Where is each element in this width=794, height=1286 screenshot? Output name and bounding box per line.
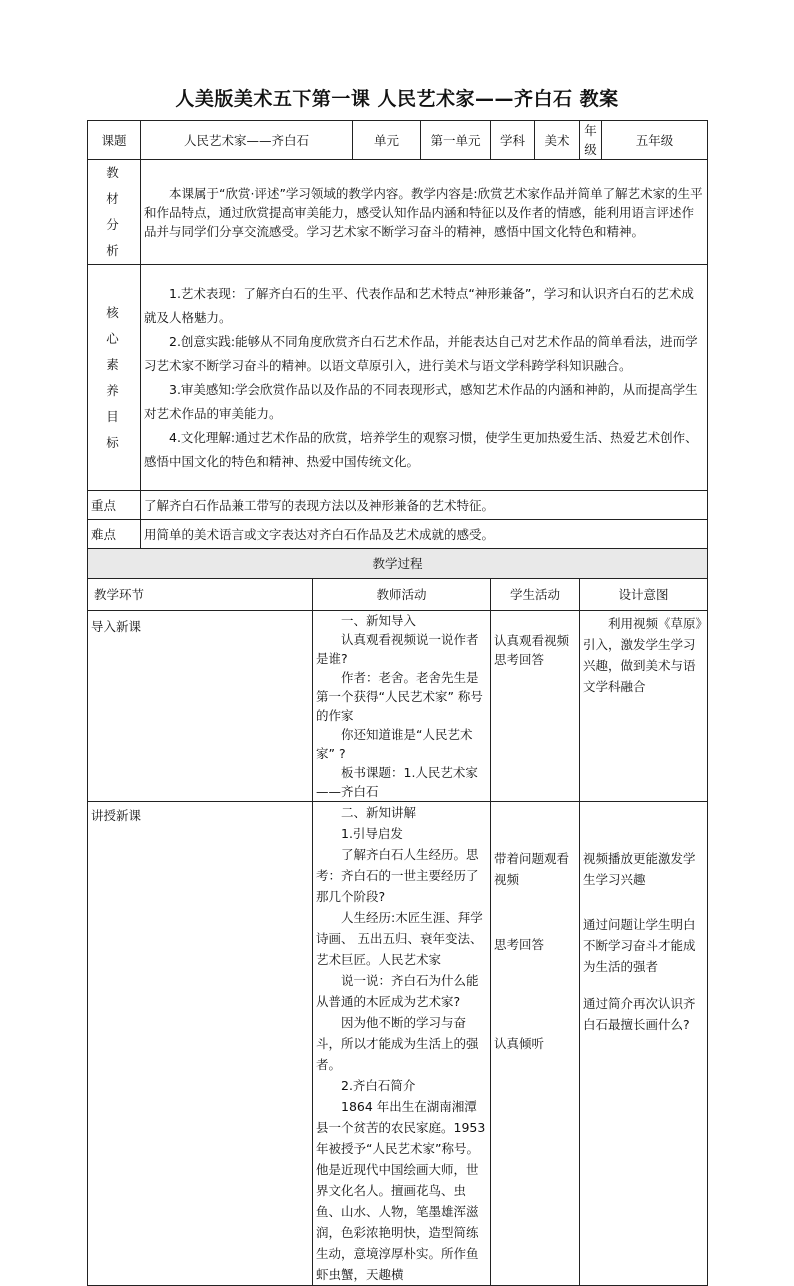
goal-item: 4.文化理解:通过艺术作品的欣赏，培养学生的观察习惯，使学生更加热爱生活、热爱艺术创作、感悟中国文化的特色和精神、热爱中国传统文化。 xyxy=(144,429,698,469)
col-intent: 设计意图 xyxy=(580,579,708,611)
col-teacher: 教师活动 xyxy=(313,579,491,611)
unit-value: 第一单元 xyxy=(421,121,491,160)
key-point-row xyxy=(88,491,708,520)
difficulty-row xyxy=(88,520,708,549)
key-point-label: 重点 xyxy=(88,491,141,520)
subject-label: 学科 xyxy=(491,121,535,160)
goal-item: 1.艺术表现：了解齐白石的生平、代表作品和艺术特点“神形兼备”，学习和认识齐白石的艺术成就及人格魅力。 xyxy=(144,285,694,325)
grade-value: 五年级 xyxy=(602,121,708,160)
analysis-text: 本课属于“欣赏·评述”学习领域的教学内容。教学内容是:欣赏艺术家作品并简单了解艺术家的生平和作品特点，通过欣赏提高审美能力，感受认知作品内涵和特征以及作者的情感，能利用语言评述作品并与同学们分享交流感受。学习艺术家不断学习奋斗的精神，感悟中国文化特色和精神。 xyxy=(141,160,708,265)
info-row xyxy=(88,121,708,160)
teach-intent: 视频播放更能激发学生学习兴趣 通过问题让学生明白不断学习奋斗才能成为生活的强者 通过简介再次认识齐白石最擅长画什么? xyxy=(580,802,708,1286)
goal-item: 2.创意实践:能够从不同角度欣赏齐白石艺术作品，并能表达自己对艺术作品的简单看法，进而学习艺术家不断学习奋斗的精神。以语文草原引入，进行美术与语文学科跨学科知识融合。 xyxy=(144,333,698,373)
subject-value: 美术 xyxy=(535,121,580,160)
grade-label: 年级 xyxy=(580,121,602,160)
teach-student: 带着问题观看视频 思考回答 认真倾听 xyxy=(491,802,580,1286)
intro-student: 认真观看视频 思考回答 xyxy=(491,611,580,802)
col-stage: 教学环节 xyxy=(88,579,313,611)
topic-value: 人民艺术家——齐白石 xyxy=(141,121,353,160)
intro-stage: 导入新课 xyxy=(88,611,313,802)
intro-row xyxy=(88,611,708,802)
intro-intent: 利用视频《草原》引入，激发学生学习兴趣，做到美术与语文学科融合 xyxy=(580,611,708,802)
teach-row xyxy=(88,802,708,1286)
teach-teacher: 二、新知讲解 1.引导启发 了解齐白石人生经历。思考：齐白石的一世主要经历了那几个阶段? 人生经历:木匠生涯、拜学诗画、 五出五归、衰年变法、艺术巨匠。人民艺术家 说一说：齐白石为什么能从普通的木匠成为艺术家? 因为他不断的学习与奋斗，所以才能成为生活上的强者。 2.齐白石简介 1864 年出生在湖南湘潭县一个贫苦的农民家庭。1953 年被授予“人民艺术家”称号。他是近现代中国绘画大师，世界文化名人。擅画花鸟、虫鱼、山水、人物，笔墨雄浑滋润，色彩浓艳明快，造型简练生动，意境淳厚朴实。所作鱼虾虫蟹，天趣横 xyxy=(313,802,491,1286)
intro-teacher: 一、新知导入 认真观看视频说一说作者是谁? 作者：老舍。老舍先生是第一个获得“人民艺术家” 称号的作家 你还知道谁是“人民艺术家” ? 板书课题：1.人民艺术家——齐白石 xyxy=(313,611,491,802)
document-title: 人美版美术五下第一课 人民艺术家——齐白石 教案 xyxy=(175,88,619,110)
process-columns-row xyxy=(88,579,708,611)
key-point-text: 了解齐白石作品兼工带写的表现方法以及神形兼备的艺术特征。 xyxy=(141,491,708,520)
unit-label: 单元 xyxy=(353,121,421,160)
goals-row xyxy=(88,265,708,491)
process-header-row xyxy=(88,549,708,579)
process-header: 教学过程 xyxy=(88,549,708,579)
difficulty-label: 难点 xyxy=(88,520,141,549)
analysis-label: 教 材 分 析 xyxy=(88,160,141,265)
lesson-plan-table xyxy=(87,120,708,1286)
goals-label: 核 心 素 养 目 标 xyxy=(88,265,141,491)
topic-label: 课题 xyxy=(88,121,141,160)
col-student: 学生活动 xyxy=(491,579,580,611)
teach-stage: 讲授新课 xyxy=(88,802,313,1286)
difficulty-text: 用简单的美术语言或文字表达对齐白石作品及艺术成就的感受。 xyxy=(141,520,708,549)
goals-list xyxy=(141,265,708,491)
goal-item: 3.审美感知:学会欣赏作品以及作品的不同表现形式，感知艺术作品的内涵和神韵，从而提高学生对艺术作品的审美能力。 xyxy=(144,381,698,421)
analysis-row xyxy=(88,160,708,265)
